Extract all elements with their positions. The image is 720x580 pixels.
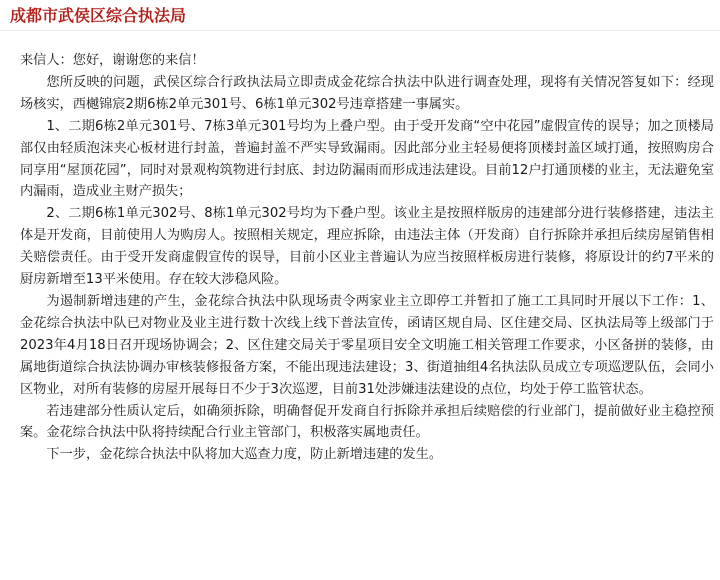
letter-paragraph-intro: 您所反映的问题，武侯区综合行政执法局立即责成金花综合执法中队进行调查处理，现将有关情况答复如下：经现场核实，西樾锦宸2期6栋2单元301号、6栋1单元302号违章搭建一事属实。: [20, 74, 714, 112]
bureau-title: 成都市武侯区综合执法局: [10, 6, 187, 25]
letter-paragraph-measures: 为遏制新增违建的产生，金花综合执法中队现场责令两家业主立即停工并暂扣了施工工具同时开展以下工作：1、金花综合执法中队已对物业及业主进行数十次线上线下普法宣传，函请区规自局、区住建交局、区执法局等上级部门于2023年4月18日召开现场协调会；2、区住建交局关于零星项目安全文明施工相关管理工作要求，小区备拼的装修，由属地街道综合执法协调办审核装修报备方案，不能出现违法建设；3、街道抽组4名执法队员成立专项巡逻队伍，会同小区物业，对所有装修的房屋开展每日不少于3次巡逻，目前31处涉嫌违法建设的点位，均处于停工监管状态。: [20, 293, 714, 397]
letter-body: [20, 50, 714, 466]
letter-salutation: 来信人：您好，谢谢您的来信！: [20, 53, 205, 68]
letter-paragraph-follow-up: 若违建部分性质认定后，如确须拆除，明确督促开发商自行拆除并承担后续赔偿的行业部门，提前做好业主稳控预案。金花综合执法中队将持续配合行业主管部门，积极落实属地责任。: [20, 403, 714, 441]
letter-paragraph-next-step: 下一步，金花综合执法中队将加大巡查力度，防止新增违建的发生。: [46, 447, 443, 463]
page-header: [0, 0, 720, 31]
letter-paragraph-item-2: 2、二期6栋1单元302号、8栋1单元302号均为下叠户型。该业主是按照样版房的违建部分进行装修搭建，违法主体是开发商，目前使用人为购房人。按照相关规定，理应拆除，由违法主体（开发商）自行拆除并承担后续房屋销售相关赔偿责任。由于受开发商虚假宣传的误导，目前小区业主普遍认为应当按照样板房进行装修，将原设计的约7平米的厨房新增至13平米使用。存在较大涉稳风险。: [20, 206, 714, 288]
letter-paragraph-item-1: 1、二期6栋2单元301号、7栋3单元301号均为上叠户型。由于受开发商“空中花园”虚假宣传的误导；加之顶楼局部仅由轻质泡沫夹心板材进行封盖，普遍封盖不严实导致漏雨。因此部分业主轻易便将顶楼封盖区域打通，按照购房合同享用“屋顶花园”，同时对景观构筑物进行封底、封边防漏雨而形成违法建设。目前12户打通顶楼的业主，无法避免室内漏雨，造成业主财产损失；: [20, 118, 714, 200]
